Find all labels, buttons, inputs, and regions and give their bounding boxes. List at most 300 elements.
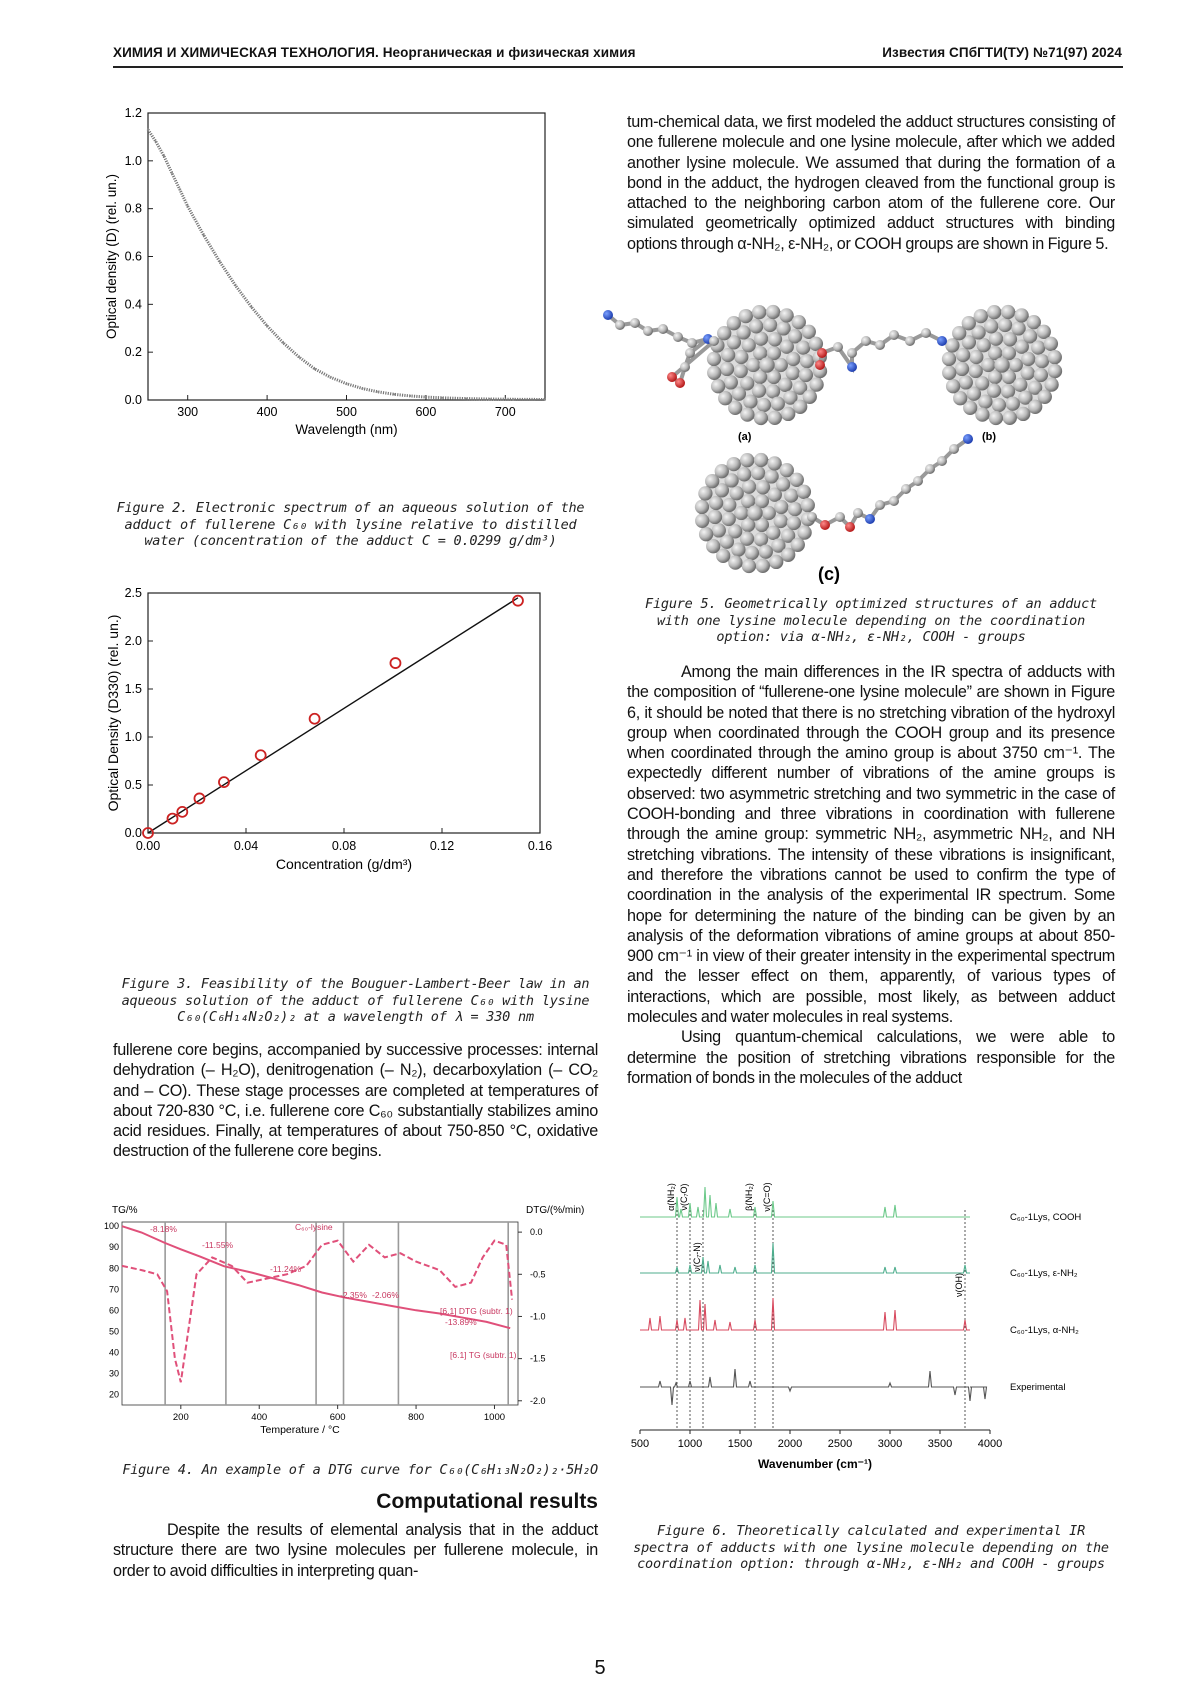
fig2-data-point xyxy=(393,393,395,395)
fig2-y-tick-label: 0.2 xyxy=(124,345,142,360)
carbon-atom xyxy=(685,348,695,358)
carbon-atom xyxy=(1037,325,1051,339)
carbon-atom xyxy=(757,398,771,412)
fig5b-lysine-chain xyxy=(815,328,947,372)
fig6-series-3 xyxy=(640,1369,987,1405)
carbon-atom xyxy=(977,338,991,352)
fig4-annotation: -8.18% xyxy=(150,1224,177,1234)
carbon-atom xyxy=(740,407,754,421)
carbon-atom xyxy=(945,338,959,352)
fig6-series-label: C₆₀-1Lys, ε-NH₂ xyxy=(1010,1268,1078,1279)
carbon-atom xyxy=(742,480,756,494)
fig6-band-label: ν(OH) xyxy=(954,1273,964,1297)
fig3-y-tick-label: 2.5 xyxy=(124,586,142,600)
carbon-atom xyxy=(989,332,1003,346)
figure-3-chart xyxy=(100,585,600,955)
fig4-left-tick-label: 60 xyxy=(108,1305,119,1316)
fig2-x-axis-label: Wavelength (nm) xyxy=(295,422,398,437)
carbon-atom xyxy=(759,357,774,372)
fig4-right-tick-label: -1.0 xyxy=(530,1311,546,1322)
figure-4-caption: Figure 4. An example of a DTG curve for C₆₀(C₆H₁₃N₂O₂)₂·5H₂O xyxy=(122,1462,598,1478)
fig3-x-tick-label: 0.16 xyxy=(527,839,553,853)
oxygen-atom xyxy=(817,348,827,358)
bond-chain xyxy=(812,439,968,527)
fig4-left-tick-label: 70 xyxy=(108,1284,119,1295)
fig2-y-tick-label: 0.8 xyxy=(124,201,142,216)
fig2-data-point xyxy=(544,398,546,400)
carbon-atom xyxy=(766,384,780,398)
fig6-x-tick-label: 2000 xyxy=(777,1438,803,1450)
fig3-y-tick-label: 2.0 xyxy=(124,634,142,648)
fig6-series-0 xyxy=(640,1187,970,1217)
carbon-atom xyxy=(975,407,989,421)
carbon-atom xyxy=(797,485,811,499)
fig2-data-point xyxy=(425,396,427,398)
fig3-data-point xyxy=(310,714,320,724)
fig4-left-tick-label: 50 xyxy=(108,1326,119,1337)
carbon-atom xyxy=(937,456,947,466)
fig3-x-tick-label: 0.00 xyxy=(135,839,161,853)
carbon-atom xyxy=(807,512,817,522)
carbon-atom xyxy=(1044,337,1058,351)
carbon-atom xyxy=(1021,366,1035,380)
carbon-atom xyxy=(1048,364,1062,378)
carbon-atom xyxy=(747,505,762,520)
carbon-atom xyxy=(724,375,738,389)
fig2-y-axis-label: Optical density (D) (rel. un.) xyxy=(104,173,119,340)
fig2-x-tick-label: 300 xyxy=(177,405,199,419)
fig4-left-tick-label: 90 xyxy=(108,1242,119,1253)
nitrogen-atom xyxy=(963,434,973,444)
carbon-atom xyxy=(942,366,956,380)
carbon-atom xyxy=(998,318,1012,332)
carbon-atom xyxy=(803,390,817,404)
fig5b-fullerene xyxy=(942,305,1062,425)
fig6-x-tick-label: 500 xyxy=(630,1438,650,1450)
carbon-atom xyxy=(695,500,709,514)
carbon-atom xyxy=(1044,377,1058,391)
carbon-atom xyxy=(767,456,781,470)
fig5c-lysine-chain xyxy=(807,434,973,532)
fig2-y-tick-label: 1.2 xyxy=(124,106,142,120)
carbon-atom xyxy=(766,526,780,540)
carbon-atom xyxy=(695,514,709,528)
carbon-atom xyxy=(786,352,800,366)
carbon-atom xyxy=(752,305,766,319)
figure-5-structures xyxy=(630,305,1110,585)
carbon-atom xyxy=(1013,378,1027,392)
carbon-atom xyxy=(718,391,732,405)
carbon-atom xyxy=(809,377,823,391)
fig3-x-tick-label: 0.08 xyxy=(331,839,357,853)
carbon-atom xyxy=(994,357,1009,372)
carbon-atom xyxy=(788,502,802,516)
fig2-y-tick-label: 0.6 xyxy=(124,249,142,264)
carbon-atom xyxy=(987,305,1001,319)
nitrogen-atom xyxy=(937,336,947,346)
fig2-data-point xyxy=(345,383,347,385)
fig6-x-tick-label: 4000 xyxy=(977,1438,1003,1450)
fig2-spectrum-curve xyxy=(148,130,545,400)
oxygen-atom xyxy=(675,378,685,388)
fig3-y-axis-label: Optical Density (D330) (rel. un.) xyxy=(105,614,121,812)
carbon-atom xyxy=(756,559,770,573)
carbon-atom xyxy=(875,340,885,350)
fig2-data-point xyxy=(203,234,205,236)
fig4-right-tick-label: -2.0 xyxy=(530,1395,546,1406)
fig2-data-point xyxy=(298,356,300,358)
fig2-data-point xyxy=(488,398,490,400)
carbon-atom xyxy=(942,352,956,366)
carbon-atom xyxy=(774,500,788,514)
carbon-atom xyxy=(742,338,756,352)
carbon-atom xyxy=(774,358,788,372)
carbon-atom xyxy=(722,498,736,512)
carbon-atom xyxy=(1014,308,1028,322)
figure-2-chart xyxy=(100,105,590,485)
fig6-band-label: ν(C=O) xyxy=(762,1182,772,1212)
fig2-data-point xyxy=(314,368,316,370)
carbon-atom xyxy=(1038,390,1052,404)
fig2-data-series xyxy=(147,129,546,401)
fig6-x-tick-label: 1500 xyxy=(727,1438,753,1450)
fig6-spectrum-1 xyxy=(640,1243,970,1273)
section-title: Computational results xyxy=(376,1490,598,1513)
carbon-atom xyxy=(763,318,777,332)
left-paragraph-computational: Despite the results of elemental analysis that in the adduct structure there are two lysine molecules per fullerene molecule, in order to avoid difficulties in interpreting quan- xyxy=(113,1521,598,1580)
fig4-right-axis-title: DTG/(%/min) xyxy=(526,1205,585,1216)
running-header-right: Известия СПбГТИ(ТУ) №71(97) 2024 xyxy=(882,45,1122,60)
carbon-atom xyxy=(889,330,899,340)
fig2-x-tick-label: 500 xyxy=(336,405,357,419)
carbon-atom xyxy=(969,364,983,378)
fig3-data-point xyxy=(390,658,400,668)
carbon-atom xyxy=(956,348,970,362)
oxygen-atom xyxy=(815,360,825,370)
oxygen-atom xyxy=(845,522,855,532)
fig6-x-tick-label: 3500 xyxy=(927,1438,953,1450)
carbon-atom xyxy=(754,411,768,425)
carbon-atom xyxy=(949,444,959,454)
fig2-x-tick-label: 400 xyxy=(256,405,278,419)
figure-6-caption: Figure 6. Theoretically calculated and experimental IR spectra of adducts with one lysine molecule depending on the coordination option: through α-NH₂, ε-NH₂ and COOH - groups xyxy=(633,1523,1109,1572)
nitrogen-atom xyxy=(865,514,875,524)
carbon-atom xyxy=(992,398,1006,412)
running-header-left: ХИМИЯ И ХИМИЧЕСКАЯ ТЕХНОЛОГИЯ. Неорганическая и физическая химия xyxy=(113,45,636,60)
carbon-atom xyxy=(715,464,729,478)
carbon-atom xyxy=(742,559,756,573)
carbon-atom xyxy=(699,527,713,541)
carbon-atom xyxy=(727,316,741,330)
carbon-atom xyxy=(768,411,782,425)
fig6-series-2 xyxy=(640,1298,970,1330)
carbon-atom xyxy=(989,411,1003,425)
carbon-atom xyxy=(680,362,690,372)
fig6-x-tick-label: 2500 xyxy=(827,1438,853,1450)
fig2-data-point xyxy=(441,397,443,399)
fig2-data-point xyxy=(361,387,363,389)
fig4-left-axis-title: TG/% xyxy=(112,1205,138,1216)
carbon-atom xyxy=(959,375,973,389)
fig4-annotation: -11.55% xyxy=(202,1240,234,1250)
fig2-plot-frame xyxy=(148,113,545,400)
right-paragraph-ir: Among the main differences in the IR spectra of adducts with the composition of “fullerene-one lysine molecule” are shown in Figure 6, it should be noted that there is no stretching vibration of the hydroxyl group when coordinated through the COOH group and its presence when coordinated through the amino group is about 3750 cm⁻¹. The expectedly different number of vibrations of the amine groups is observed: two asymmetric stretching and two symmetric in the case of COOH-bonding and three vibrations in coordination with fullerene through the amine group: symmetric NH₂, asymmetric NH₂, and NH stretching vibrations. The intensity of these vibrations is insignificant, and therefore the vibrations cannot be used to confirm the type of coordination in the analysis of the experimental IR spectrum. Some hope for determining the nature of the binding can be given by an analysis of the deformation vibrations of amine groups at about 850-900 cm⁻¹ in view of their greater intensity in the experimental spectrum and the lesser effect on them, apparently, of various types of interactions, which are possible, most likely, as between adduct molecules and water molecules in real systems. Using quantum-chemical calculations, we were able to determine the position of stretching vibrations responsible for the formation of bonds in the molecules of the adduct xyxy=(627,663,1115,1087)
carbon-atom xyxy=(1009,358,1023,372)
fig3-y-tick-label: 0.5 xyxy=(124,778,142,792)
carbon-atom xyxy=(962,316,976,330)
carbon-atom xyxy=(739,309,753,323)
carbon-atom xyxy=(754,332,768,346)
figure-2-caption: Figure 2. Electronic spectrum of an aqueous solution of the adduct of fullerene C₆₀ with lysine relative to distilled water (concentration of the adduct C = 0.0299 g/dm³) xyxy=(116,500,585,549)
fig6-x-tick-label: 3000 xyxy=(877,1438,903,1450)
carbon-atom xyxy=(734,364,748,378)
carbon-atom xyxy=(779,308,793,322)
fig4-annotation: -2.06% xyxy=(372,1290,399,1300)
carbon-atom xyxy=(706,539,720,553)
fig4-left-tick-label: 30 xyxy=(108,1368,119,1379)
fig3-data-point xyxy=(256,750,266,760)
fig4-left-tick-label: 100 xyxy=(103,1221,119,1232)
fig2-data-point xyxy=(234,284,236,286)
fig5-label-c: (c) xyxy=(818,564,840,584)
fig6-band-label: ν(C₇-N) xyxy=(692,1242,702,1272)
figure-3-caption: Figure 3. Feasibility of the Bouguer-Lambert-Beer law in an aqueous solution of the adduct of fullerene C₆₀ with lysine C₆₀(C₆H₁₄N₂O₂)₂ at a wavelength of λ = 330 nm xyxy=(121,976,590,1025)
carbon-atom xyxy=(708,510,722,524)
carbon-atom xyxy=(751,466,765,480)
fig2-x-tick-label: 600 xyxy=(415,405,437,419)
fig2-x-tick-label: 700 xyxy=(494,405,516,419)
carbon-atom xyxy=(791,538,805,552)
oxygen-atom xyxy=(820,520,830,530)
fig6-spectrum-0 xyxy=(640,1187,970,1217)
fig2-data-point xyxy=(377,391,379,393)
carbon-atom xyxy=(875,500,885,510)
carbon-atom xyxy=(709,496,723,510)
carbon-atom xyxy=(754,453,768,467)
carbon-atom xyxy=(847,348,857,358)
fig6-series-label: C₆₀-1Lys, COOH xyxy=(1010,1212,1082,1223)
carbon-atom xyxy=(734,350,748,364)
nitrogen-atom xyxy=(603,310,613,320)
carbon-atom xyxy=(1021,352,1035,366)
carbon-atom xyxy=(1035,354,1049,368)
fig6-spectrum-3 xyxy=(640,1369,987,1405)
fig5a-fullerene xyxy=(707,305,827,425)
carbon-atom xyxy=(721,348,735,362)
fig6-series-1 xyxy=(640,1243,970,1273)
fig6-band-label: β(NH₂) xyxy=(744,1183,754,1211)
carbon-atom xyxy=(737,467,751,481)
carbon-atom xyxy=(630,318,640,328)
fig5-label-b: (b) xyxy=(982,431,997,443)
fig6-x-tick-label: 1000 xyxy=(677,1438,703,1450)
page-number: 5 xyxy=(594,1657,606,1679)
fig4-right-tick-label: -1.5 xyxy=(530,1353,546,1364)
fig4-annotation: [6.1] DTG (subtr. 1) xyxy=(440,1306,513,1316)
fig3-x-tick-label: 0.12 xyxy=(429,839,455,853)
fig4-x-axis-label: Temperature / °C xyxy=(260,1424,340,1436)
carbon-atom xyxy=(861,336,871,346)
fig2-y-tick-label: 0.4 xyxy=(124,297,142,312)
carbon-atom xyxy=(974,309,988,323)
figure-6-chart xyxy=(630,1165,1120,1495)
carbon-atom xyxy=(799,368,813,382)
carbon-atom xyxy=(797,525,811,539)
fig2-data-point xyxy=(330,376,332,378)
carbon-atom xyxy=(727,457,741,471)
fig2-data-point xyxy=(218,260,220,262)
fig4-annotation: -2.35% xyxy=(340,1290,367,1300)
fig3-x-axis-label: Concentration (g/dm³) xyxy=(275,856,413,872)
carbon-atom xyxy=(749,319,763,333)
fig4-annotation: [6.1] TG (subtr. 1) xyxy=(450,1350,517,1360)
fig6-spectrum-2 xyxy=(640,1298,970,1330)
fig2-data-point xyxy=(163,155,165,157)
carbon-atom xyxy=(786,366,800,380)
fig2-data-point xyxy=(250,306,252,308)
fig5-label-a: (a) xyxy=(738,431,752,443)
fig3-y-tick-label: 1.0 xyxy=(124,730,142,744)
carbon-atom xyxy=(754,532,768,546)
fig2-data-point xyxy=(147,129,149,131)
fig4-left-tick-label: 80 xyxy=(108,1263,119,1274)
carbon-atom xyxy=(833,342,843,352)
fig4-x-tick-label: 800 xyxy=(408,1412,424,1423)
carbon-atom xyxy=(745,546,759,560)
carbon-atom xyxy=(946,379,960,393)
fig4-x-tick-label: 1000 xyxy=(483,1412,506,1423)
fig2-data-point xyxy=(179,188,181,190)
fig4-left-tick-label: 20 xyxy=(108,1389,119,1400)
fig2-data-point xyxy=(512,398,514,400)
carbon-atom xyxy=(766,305,780,319)
fig2-data-point xyxy=(187,205,189,207)
carbon-atom xyxy=(720,362,734,376)
carbon-atom xyxy=(730,486,744,500)
carbon-atom xyxy=(1016,407,1030,421)
fig2-y-tick-label: 1.0 xyxy=(124,153,142,168)
fig4-annotation: C₆₀-lysine xyxy=(295,1222,333,1232)
carbon-atom xyxy=(658,324,668,334)
carbon-atom xyxy=(905,336,915,346)
carbon-atom xyxy=(698,486,712,500)
nitrogen-atom xyxy=(847,362,857,372)
carbon-atom xyxy=(796,340,810,354)
fig4-x-tick-label: 600 xyxy=(329,1412,346,1423)
figure-5-caption: Figure 5. Geometrically optimized structures of an adduct with one lysine molecule depending on the coordination option: via α-NH₂, ε-NH₂, COOH - groups xyxy=(645,596,1097,645)
fig4-x-tick-label: 400 xyxy=(251,1412,268,1423)
carbon-atom xyxy=(759,545,773,559)
fig6-series-label: C₆₀-1Lys, α-NH₂ xyxy=(1010,1325,1079,1336)
fig4-right-tick-label: -0.5 xyxy=(530,1269,546,1280)
fig3-data-point xyxy=(168,814,178,824)
fig4-annotation: -11.24% xyxy=(270,1264,302,1274)
carbon-atom xyxy=(853,508,863,518)
carbon-atom xyxy=(712,523,726,537)
fig3-plot-frame xyxy=(148,593,540,833)
carbon-atom xyxy=(913,476,923,486)
carbon-atom xyxy=(615,320,625,330)
carbon-atom xyxy=(1003,411,1017,425)
carbon-atom xyxy=(1034,368,1048,382)
carbon-atom xyxy=(762,506,776,520)
fig3-x-tick-label: 0.04 xyxy=(233,839,259,853)
fig2-data-point xyxy=(409,395,411,397)
carbon-atom xyxy=(787,516,801,530)
fig3-y-tick-label: 0.0 xyxy=(124,826,142,840)
carbon-atom xyxy=(800,354,814,368)
carbon-atom xyxy=(740,453,754,467)
fig2-data-point xyxy=(155,141,157,143)
fig6-x-axis-label: Wavenumber (cm⁻¹) xyxy=(758,1457,872,1471)
carbon-atom xyxy=(687,338,697,348)
fig2-y-tick-label: 0.0 xyxy=(124,393,142,407)
oxygen-atom xyxy=(667,372,677,382)
fig5a-lysine-chain xyxy=(603,310,719,388)
carbon-atom xyxy=(707,366,721,380)
carbon-atom xyxy=(835,512,845,522)
fig2-data-point xyxy=(266,325,268,327)
carbon-atom xyxy=(921,328,931,338)
carbon-atom xyxy=(790,473,804,487)
carbon-atom xyxy=(801,498,815,512)
carbon-atom xyxy=(711,379,725,393)
carbon-atom xyxy=(769,555,783,569)
carbon-atom xyxy=(1048,350,1062,364)
carbon-atom xyxy=(1001,384,1015,398)
carbon-atom xyxy=(925,464,935,474)
carbon-atom xyxy=(728,555,742,569)
carbon-atom xyxy=(781,407,795,421)
left-paragraph-thermal: fullerene core begins, accompanied by successive processes: internal dehydration (– H₂O), denitrogenation (– N₂), decarboxylation (– CO₂ and – CO). These stage processes are completed at temperatures of about 720-830 °C, i.e. fullerene core C₆₀ substantially stabilizes amino acid residues. Finally, at temperatures of about 750-850 °C, oxidative destruction of the fullerene core begins. xyxy=(113,1041,598,1161)
carbon-atom xyxy=(778,378,792,392)
carbon-atom xyxy=(1006,397,1020,411)
fig6-band-label: ν(C₇O) xyxy=(679,1183,689,1211)
fig2-data-point xyxy=(282,342,284,344)
carbon-atom xyxy=(709,336,719,346)
fig4-annotation: -13.89% xyxy=(445,1317,477,1327)
fig4-right-tick-label: 0.0 xyxy=(530,1227,543,1238)
carbon-atom xyxy=(901,484,911,494)
carbon-atom xyxy=(1031,340,1045,354)
carbon-atom xyxy=(673,332,683,342)
carbon-atom xyxy=(984,319,998,333)
carbon-atom xyxy=(784,488,798,502)
carbon-atom xyxy=(643,326,653,336)
fig2-data-point xyxy=(171,172,173,174)
carbon-atom xyxy=(953,391,967,405)
fig6-series-label: Experimental xyxy=(1010,1382,1066,1393)
carbon-atom xyxy=(955,362,969,376)
carbon-atom xyxy=(969,350,983,364)
fig4-x-tick-label: 200 xyxy=(172,1412,189,1423)
carbon-atom xyxy=(889,496,899,506)
carbon-atom xyxy=(771,397,785,411)
carbon-atom xyxy=(1001,305,1015,319)
fig2-data-point xyxy=(465,398,467,400)
carbon-atom xyxy=(802,325,816,339)
carbon-atom xyxy=(707,352,721,366)
carbon-atom xyxy=(774,514,788,528)
figure-4-chart xyxy=(103,1200,605,1440)
header-rule xyxy=(113,66,1123,68)
fig4-left-tick-label: 40 xyxy=(108,1347,119,1358)
carbon-atom xyxy=(722,512,736,526)
right-paragraph-modeling: tum-chemical data, we first modeled the adduct structures consisting of one fullerene molecule and one lysine molecule, after which we added another lysine molecule. We assumed that during the formation of a bond in the adduct, the hydrogen cleaved from the functional group is attached to the neighboring carbon atom of the fullerene core. Our simulated geometrically optimized adduct structures with binding options through α-NH₂, ε-NH₂, or COOH groups are shown in Figure 5. xyxy=(627,113,1115,253)
fig3-y-tick-label: 1.5 xyxy=(124,682,142,696)
fig5c-fullerene xyxy=(695,453,815,573)
fig6-band-label: α(NH₂) xyxy=(666,1183,676,1211)
